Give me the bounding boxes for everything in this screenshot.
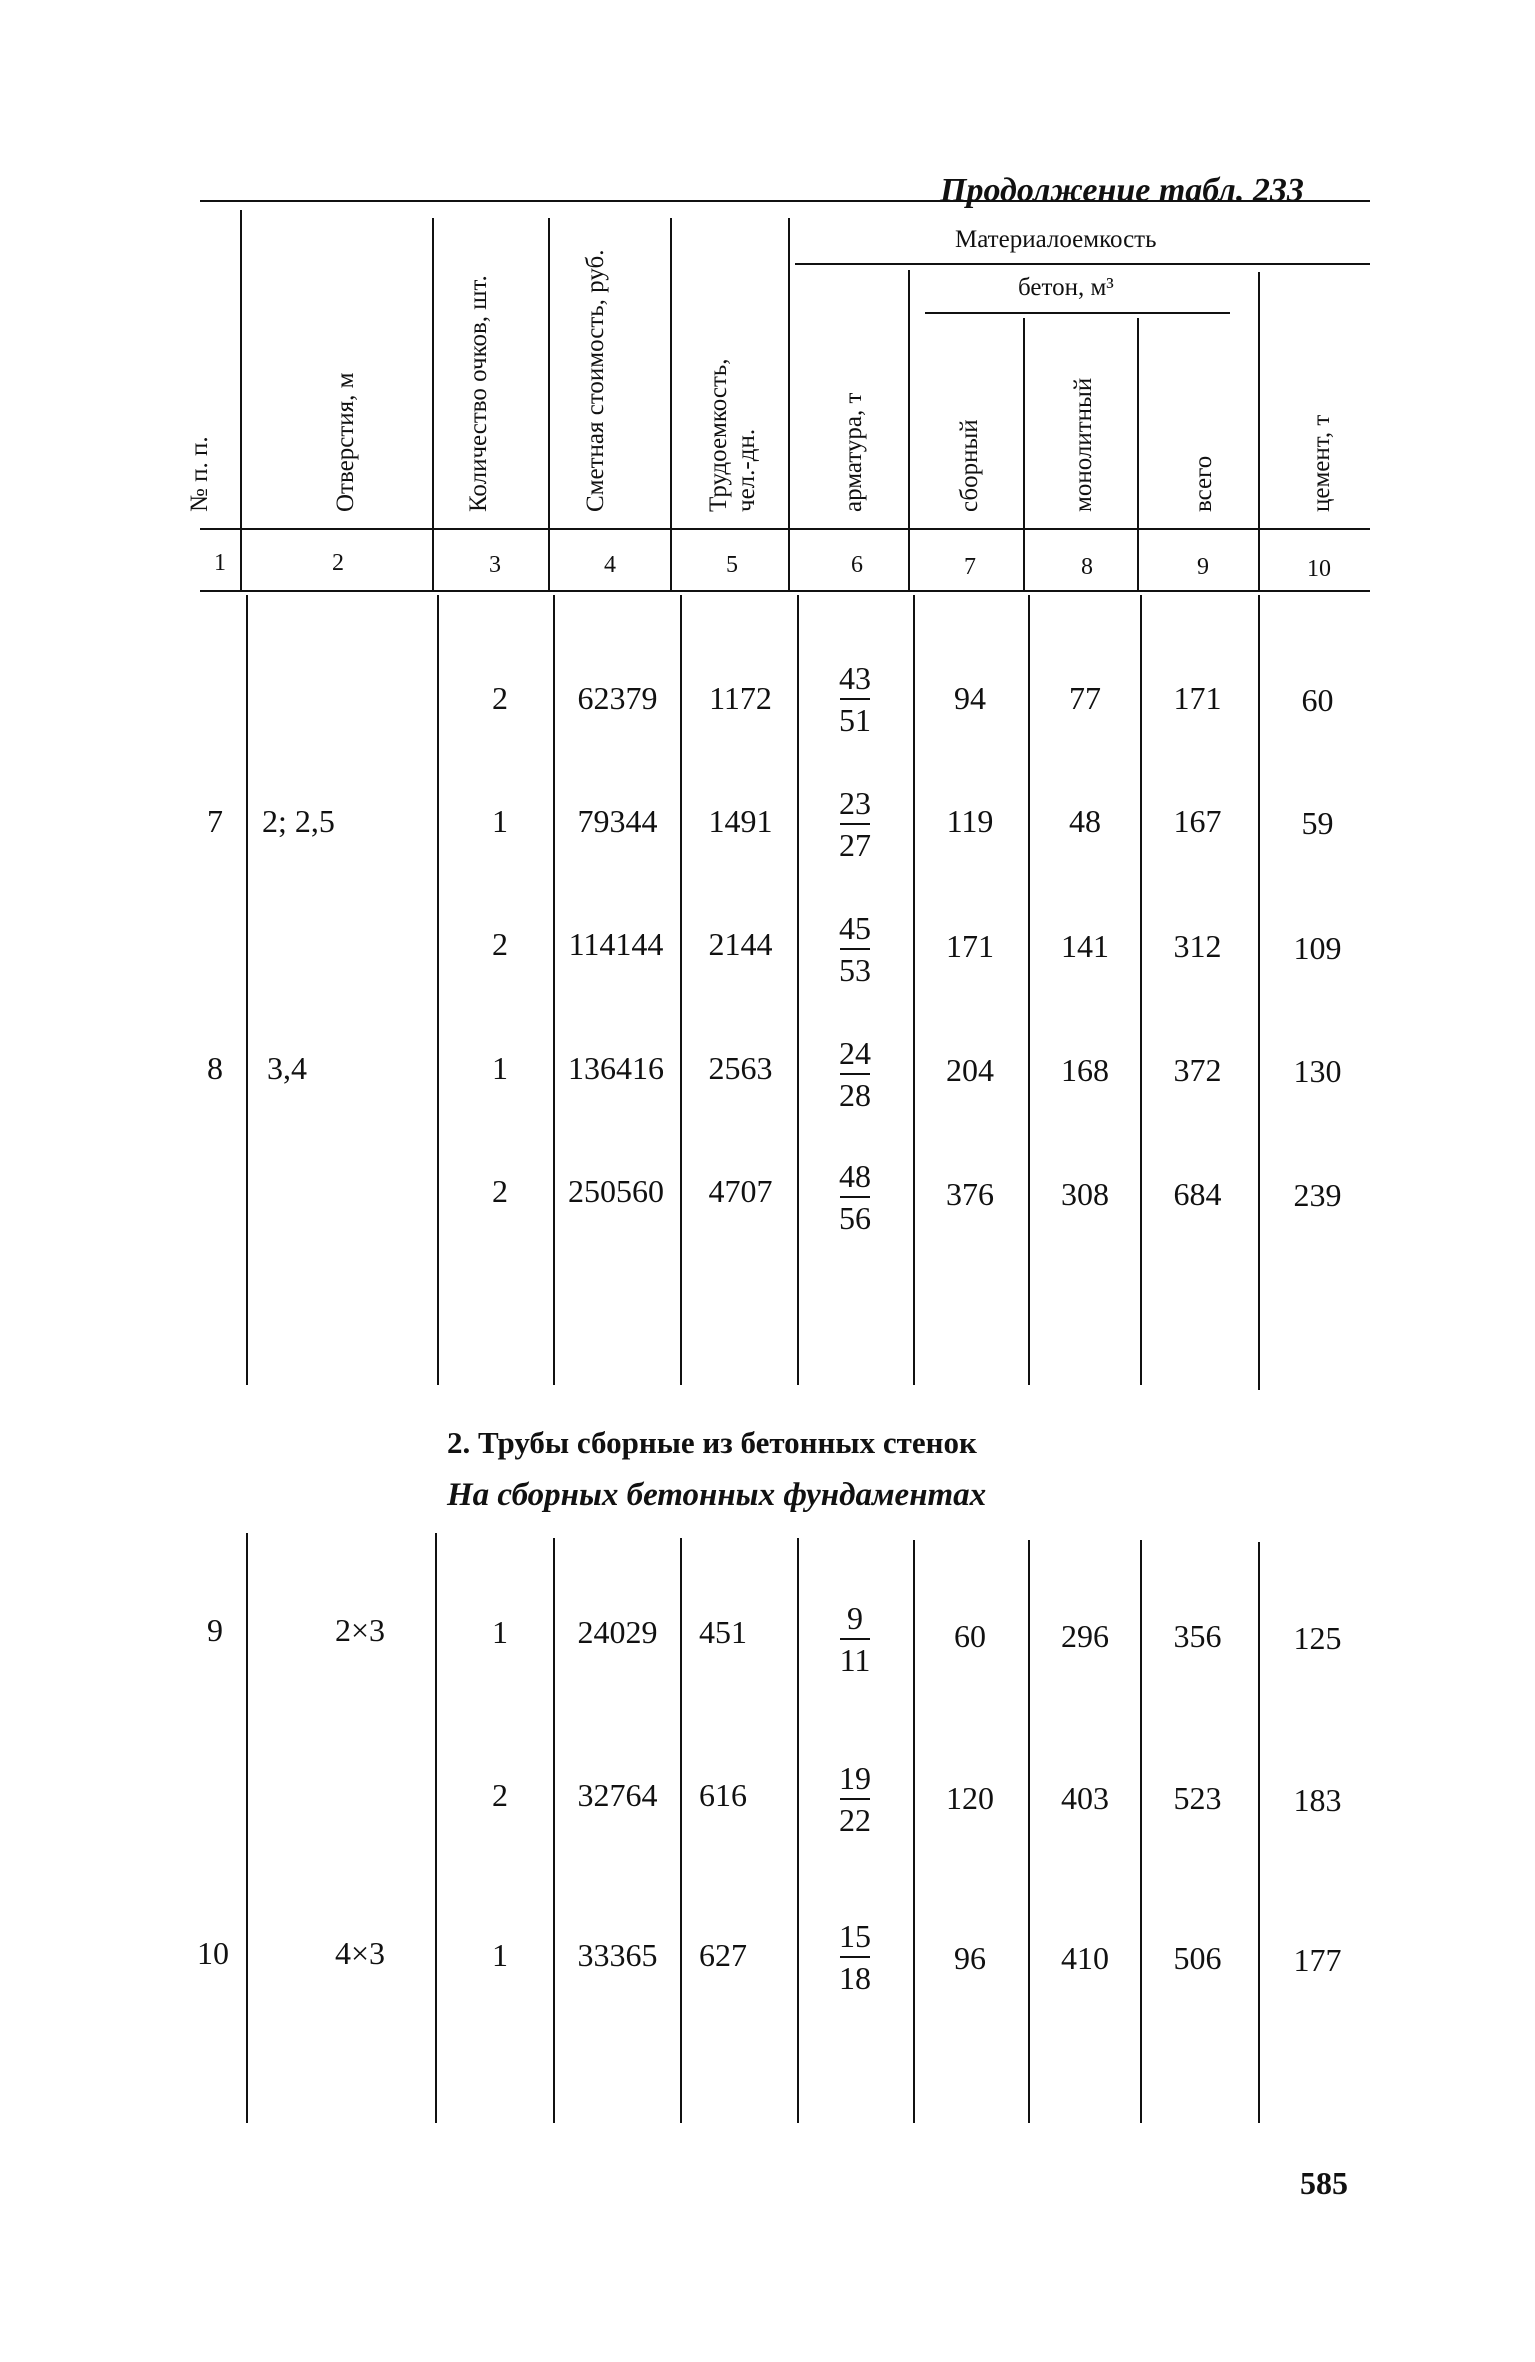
r3-mono: 141 [1061, 928, 1109, 964]
r7-prefab: 120 [946, 1780, 994, 1816]
section-title: 2. Трубы сборные из бетонных стенок [447, 1425, 977, 1460]
col-num-10: 10 [1307, 556, 1331, 582]
r6-cement: 125 [1293, 1620, 1342, 1656]
header-concrete-group: бетон, м³ [1018, 274, 1114, 301]
r4-no: 8 [207, 1050, 223, 1086]
r1-cost: 62379 [577, 680, 658, 716]
column-numbers-rule [200, 590, 1370, 592]
r4-prefab: 204 [946, 1052, 994, 1088]
header-vline-2 [432, 218, 434, 590]
r8-no: 10 [197, 1935, 229, 1971]
col-num-7: 7 [964, 554, 976, 580]
r3-cost: 114144 [568, 926, 664, 962]
col-num-1: 1 [214, 550, 226, 576]
r4-cement: 130 [1293, 1053, 1342, 1089]
r1-rebar: 43 51 [839, 660, 871, 738]
r7-rebar: 19 22 [839, 1760, 871, 1838]
header-vline-6 [908, 270, 910, 590]
header-col-count: Количество очков, шт. [465, 275, 492, 512]
r5-mono: 308 [1061, 1176, 1109, 1212]
body1-vline-9 [1258, 595, 1260, 1390]
r4-rebar: 24 28 [839, 1035, 871, 1113]
r2-labor: 1491 [708, 803, 773, 839]
body2-vline-1 [246, 1533, 248, 2123]
col-num-3: 3 [489, 552, 501, 578]
r2-opening: 2; 2,5 [262, 803, 335, 839]
r2-total: 167 [1173, 803, 1222, 839]
r2-no: 7 [207, 803, 223, 839]
table-caption: Продолжение табл. 233 [940, 172, 1304, 209]
r4-opening: 3,4 [267, 1050, 307, 1086]
body2-vline-8 [1140, 1540, 1142, 2123]
r3-rebar: 45 53 [839, 910, 871, 988]
r5-prefab: 376 [946, 1176, 994, 1212]
header-vline-4 [670, 218, 672, 590]
header-col-cost: Сметная стоимость, руб. [582, 249, 609, 512]
r7-cost: 32764 [577, 1777, 658, 1813]
header-col-prefab: сборный [956, 419, 983, 512]
r1-cement: 60 [1301, 682, 1334, 718]
r4-mono: 168 [1061, 1052, 1109, 1088]
r5-count: 2 [492, 1173, 508, 1209]
r5-cost: 250560 [568, 1173, 664, 1209]
header-vline-1 [240, 210, 242, 590]
r2-cement: 59 [1301, 805, 1334, 841]
col-num-6: 6 [851, 552, 863, 578]
r5-cement: 239 [1293, 1177, 1342, 1213]
concrete-group-rule [925, 312, 1230, 314]
col-num-8: 8 [1081, 554, 1093, 580]
r3-prefab: 171 [946, 928, 994, 964]
r8-rebar: 15 18 [839, 1918, 871, 1996]
r6-total: 356 [1173, 1618, 1222, 1654]
header-vline-8 [1137, 318, 1139, 590]
r1-total: 171 [1173, 680, 1222, 716]
r3-cement: 109 [1293, 930, 1342, 966]
r7-cement: 183 [1293, 1782, 1342, 1818]
r6-rebar: 9 11 [839, 1600, 871, 1678]
body1-vline-7 [1028, 595, 1030, 1385]
header-bottom-rule [200, 528, 1370, 530]
r8-opening: 4×3 [334, 1935, 386, 1971]
body1-vline-3 [553, 595, 555, 1385]
r2-count: 1 [492, 803, 508, 839]
body1-vline-8 [1140, 595, 1142, 1385]
r8-prefab: 96 [954, 1940, 986, 1976]
r6-opening: 2×3 [334, 1612, 386, 1648]
r1-count: 2 [492, 680, 508, 716]
col-num-5: 5 [726, 552, 738, 578]
r3-count: 2 [492, 926, 508, 962]
header-vline-3 [548, 218, 550, 590]
body1-vline-2 [437, 595, 439, 1385]
r2-rebar: 23 27 [839, 785, 871, 863]
r5-total: 684 [1173, 1176, 1222, 1212]
r7-total: 523 [1173, 1780, 1222, 1816]
section-subtitle: На сборных бетонных фундаментах [447, 1477, 987, 1513]
r1-prefab: 94 [954, 680, 986, 716]
header-top-rule [200, 200, 1370, 202]
r5-rebar: 48 56 [839, 1158, 871, 1236]
body2-vline-4 [680, 1538, 682, 2123]
header-material-group: Материалоемкость [955, 226, 1157, 253]
r4-cost: 136416 [568, 1050, 664, 1086]
r3-total: 312 [1173, 928, 1222, 964]
header-vline-5 [788, 218, 790, 590]
page-number: 585 [1300, 2165, 1348, 2201]
body1-vline-1 [246, 595, 248, 1385]
material-group-rule [795, 263, 1370, 265]
body1-vline-5 [797, 595, 799, 1385]
r2-prefab: 119 [946, 803, 994, 839]
r6-count: 1 [492, 1614, 508, 1650]
body2-vline-3 [553, 1538, 555, 2123]
body2-vline-5 [797, 1538, 799, 2123]
body1-vline-6 [913, 595, 915, 1385]
col-num-9: 9 [1197, 554, 1209, 580]
header-col-monolithic: монолитный [1070, 377, 1097, 512]
header-col-rebar: арматура, т [840, 392, 867, 512]
r8-cement: 177 [1293, 1942, 1342, 1978]
r7-labor: 616 [699, 1777, 747, 1813]
r4-count: 1 [492, 1050, 508, 1086]
r6-labor: 451 [699, 1614, 747, 1650]
r8-total: 506 [1173, 1940, 1222, 1976]
col-num-4: 4 [604, 552, 616, 578]
header-vline-9 [1258, 272, 1260, 590]
r6-mono: 296 [1061, 1618, 1109, 1654]
r2-mono: 48 [1069, 803, 1101, 839]
r2-cost: 79344 [577, 803, 658, 839]
r1-mono: 77 [1069, 680, 1101, 716]
r8-mono: 410 [1061, 1940, 1109, 1976]
r8-labor: 627 [699, 1937, 747, 1973]
col-num-2: 2 [332, 550, 344, 576]
r6-prefab: 60 [954, 1618, 986, 1654]
r8-cost: 33365 [577, 1937, 658, 1973]
r8-count: 1 [492, 1937, 508, 1973]
header-col-labor: Трудоемкость, чел.-дн. [705, 358, 760, 512]
body2-vline-9 [1258, 1542, 1260, 2123]
header-vline-7 [1023, 318, 1025, 590]
body2-vline-6 [913, 1540, 915, 2123]
body1-vline-4 [680, 595, 682, 1385]
body2-vline-2 [435, 1533, 437, 2123]
body2-vline-7 [1028, 1540, 1030, 2123]
r4-total: 372 [1173, 1052, 1222, 1088]
r7-count: 2 [492, 1777, 508, 1813]
header-col-opening: Отверстия, м [332, 372, 359, 512]
r1-labor: 1172 [709, 680, 772, 716]
r5-labor: 4707 [708, 1173, 773, 1209]
r3-labor: 2144 [708, 926, 773, 962]
r4-labor: 2563 [708, 1050, 773, 1086]
header-col-total: всего [1190, 455, 1217, 512]
r6-no: 9 [207, 1612, 223, 1648]
header-col-cement: цемент, т [1308, 414, 1335, 512]
header-col-number: № п. п. [186, 436, 213, 512]
r7-mono: 403 [1061, 1780, 1109, 1816]
r6-cost: 24029 [577, 1614, 658, 1650]
